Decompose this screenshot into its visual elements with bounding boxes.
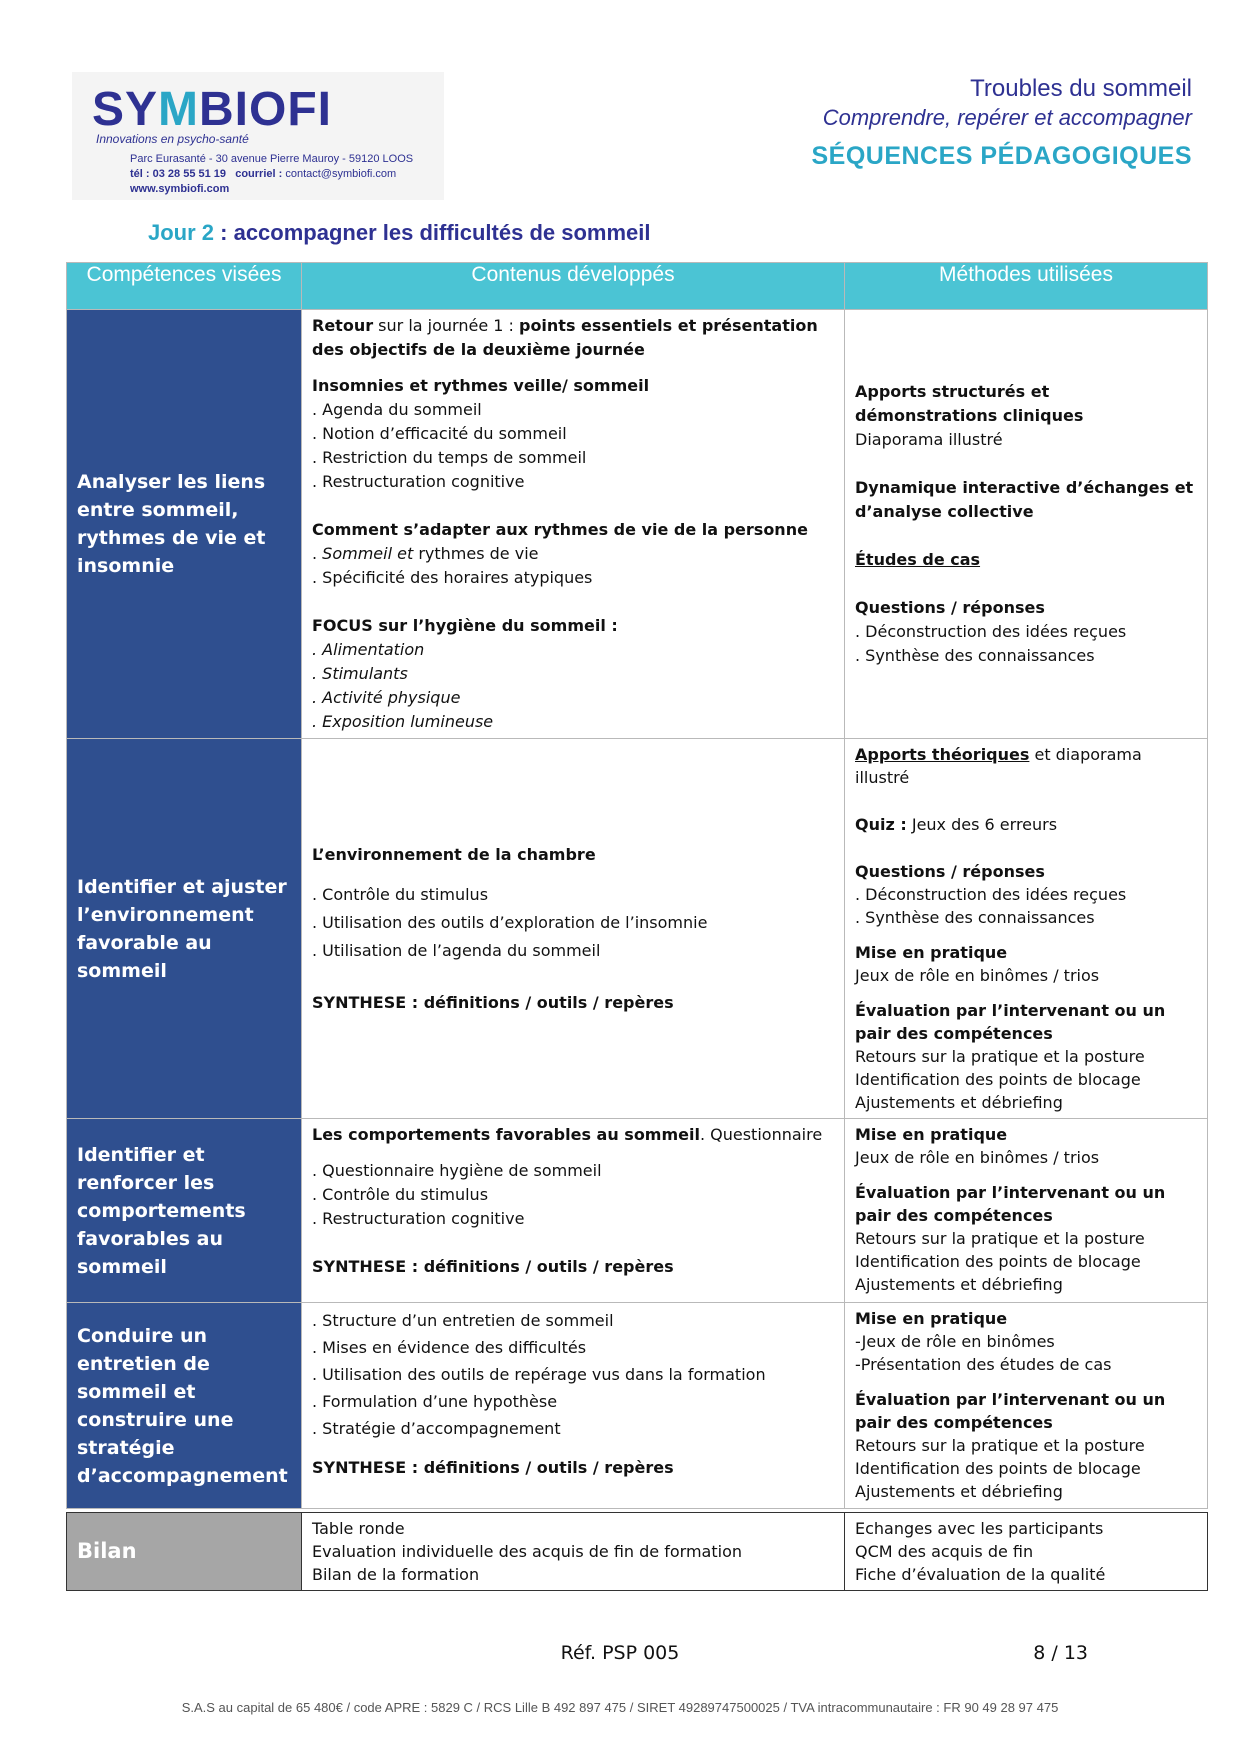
list-item: . Contrôle du stimulus	[312, 884, 489, 904]
method-item: Identification des points de blocage	[855, 1252, 1141, 1271]
document-title: Troubles du sommeil	[970, 75, 1192, 102]
contenus-cell	[302, 739, 845, 1119]
document-header	[811, 74, 1192, 171]
methodes-cell	[845, 1303, 1208, 1509]
section-heading: Les comportements favorables au sommeil. Questionnaire	[312, 1125, 823, 1144]
method-item: Ajustements et débriefing	[855, 1093, 1063, 1112]
method-heading: Questions / réponses	[855, 862, 1045, 881]
list-item: . Activité physique	[312, 688, 461, 707]
bilan-label: Bilan	[67, 1513, 302, 1591]
method-item: -Présentation des études de cas	[855, 1355, 1112, 1374]
method-heading: Mise en pratique	[855, 1309, 1008, 1328]
method-heading: Mise en pratique	[855, 943, 1008, 962]
list-item: . Formulation d’une hypothèse	[312, 1392, 558, 1411]
table-header-row	[67, 263, 1208, 310]
company-address: Parc Eurasanté - 30 avenue Pierre Mauroy - 59120 LOOS tél : 03 28 55 51 19 courriel : contact@symbiofi.com www.symbiofi.com	[130, 153, 414, 195]
method-item: Jeux de rôle en binômes / trios	[855, 1148, 1100, 1167]
list-item: . Agenda du sommeil	[312, 400, 482, 419]
logo-tagline: Innovations en psycho-santé	[96, 132, 249, 146]
method-heading: Quiz : Jeux des 6 erreurs	[855, 815, 1058, 834]
method-heading: Évaluation par l’intervenant ou un pair des compétences	[855, 1001, 1166, 1043]
table-row	[67, 739, 1208, 1119]
method-item: . Synthèse des connaissances	[855, 908, 1095, 927]
competence-cell: Identifier et ajuster l’environnement favorable au sommeil	[67, 739, 302, 1119]
method-heading: Évaluation par l’intervenant ou un pair des compétences	[855, 1390, 1166, 1432]
synthese-text: SYNTHESE : définitions / outils / repères	[312, 1257, 674, 1276]
contenus-cell	[302, 310, 845, 739]
list-item: . Sommeil et rythmes de vie	[312, 544, 539, 563]
list-item: . Restriction du temps de sommeil	[312, 448, 587, 467]
section-heading: L’environnement de la chambre	[312, 844, 596, 864]
method-heading: Dynamique interactive d’échanges et d’analyse collective	[855, 478, 1194, 521]
method-item: . Déconstruction des idées reçues	[855, 885, 1127, 904]
methodes-cell	[845, 310, 1208, 739]
list-item: . Utilisation de l’agenda du sommeil	[312, 940, 601, 960]
section-heading: Insomnies et rythmes veille/ sommeil	[312, 376, 650, 395]
competence-cell: Identifier et renforcer les comportements favorables au sommeil	[67, 1119, 302, 1303]
contenus-cell	[302, 1119, 845, 1303]
list-item: . Utilisation des outils d’exploration de l’insomnie	[312, 912, 708, 932]
list-item: . Utilisation des outils de repérage vus dans la formation	[312, 1365, 766, 1384]
method-item: Ajustements et débriefing	[855, 1275, 1063, 1294]
list-item: . Questionnaire hygiène de sommeil	[312, 1161, 602, 1180]
method-item: -Jeux de rôle en binômes	[855, 1332, 1055, 1351]
method-item: Diaporama illustré	[855, 430, 1003, 449]
legal-mentions: S.A.S au capital de 65 480€ / code APRE : 5829 C / RCS Lille B 492 897 475 / SIRET 49289747500025 / TVA intracommunautaire : FR 90 49 28 97 475	[181, 1700, 1059, 1715]
list-item: Evaluation individuelle des acquis de fin de formation	[312, 1542, 742, 1561]
bilan-methodes	[845, 1513, 1208, 1591]
list-item: . Notion d’efficacité du sommeil	[312, 424, 567, 443]
section-heading: Comment s’adapter aux rythmes de vie de la personne	[312, 520, 808, 539]
method-item: Jeux de rôle en binômes / trios	[855, 966, 1100, 985]
header-competences: Compétences visées	[67, 263, 302, 310]
method-item: Retours sur la pratique et la posture	[855, 1047, 1145, 1066]
sequences-table	[66, 262, 1208, 1509]
company-logo	[72, 72, 444, 200]
page-number: 8 / 13	[1033, 1642, 1088, 1664]
methodes-cell	[845, 739, 1208, 1119]
method-item: Ajustements et débriefing	[855, 1482, 1063, 1501]
method-heading: Évaluation par l’intervenant ou un pair des compétences	[855, 1183, 1166, 1225]
contenus-cell	[302, 1303, 845, 1509]
method-item: . Déconstruction des idées reçues	[855, 622, 1127, 641]
list-item: . Stimulants	[312, 664, 408, 683]
retour-text: Retour sur la journée 1 : points essentiels et présentation des objectifs de la deuxième journée	[312, 316, 818, 359]
table-row	[67, 1119, 1208, 1303]
methodes-cell	[845, 1119, 1208, 1303]
method-heading: Apports structurés et démonstrations cliniques	[855, 382, 1084, 425]
list-item: QCM des acquis de fin	[855, 1542, 1034, 1561]
list-item: Bilan de la formation	[312, 1565, 480, 1584]
method-item: Identification des points de blocage	[855, 1070, 1141, 1089]
list-item: Echanges avec les participants	[855, 1519, 1104, 1538]
method-heading: Études de cas	[855, 550, 981, 569]
day-heading: Jour 2 : accompagner les difficultés de sommeil	[148, 220, 651, 245]
table-row	[67, 310, 1208, 739]
list-item: Fiche d’évaluation de la qualité	[855, 1565, 1106, 1584]
method-heading: Questions / réponses	[855, 598, 1045, 617]
list-item: . Contrôle du stimulus	[312, 1185, 489, 1204]
list-item: . Mises en évidence des difficultés	[312, 1338, 587, 1357]
header-methodes: Méthodes utilisées	[845, 263, 1208, 310]
list-item: . Spécificité des horaires atypiques	[312, 568, 593, 587]
competence-cell: Analyser les liens entre sommeil, rythmes de vie et insomnie	[67, 310, 302, 739]
table-row	[67, 1513, 1208, 1591]
list-item: . Restructuration cognitive	[312, 472, 525, 491]
method-heading: Apports théoriques et diaporama illustré	[855, 745, 1142, 787]
list-item: . Exposition lumineuse	[312, 712, 494, 731]
method-item: Retours sur la pratique et la posture	[855, 1229, 1145, 1248]
method-item: Retours sur la pratique et la posture	[855, 1436, 1145, 1455]
list-item: . Restructuration cognitive	[312, 1209, 525, 1228]
synthese-text: SYNTHESE : définitions / outils / repères	[312, 992, 674, 1012]
competence-cell: Conduire un entretien de sommeil et construire une stratégie d’accompagnement	[67, 1303, 302, 1509]
document-subtitle: Comprendre, repérer et accompagner	[822, 105, 1192, 130]
method-heading: Mise en pratique	[855, 1125, 1008, 1144]
bilan-table	[66, 1512, 1208, 1591]
header-contenus: Contenus développés	[302, 263, 845, 310]
bilan-contenus	[302, 1513, 845, 1591]
list-item: Table ronde	[312, 1519, 405, 1538]
method-item: . Synthèse des connaissances	[855, 646, 1095, 665]
list-item: . Structure d’un entretien de sommeil	[312, 1311, 614, 1330]
document-reference: Réf. PSP 005	[560, 1642, 680, 1664]
section-label: SÉQUENCES PÉDAGOGIQUES	[811, 142, 1192, 170]
synthese-text: SYNTHESE : définitions / outils / repères	[312, 1458, 674, 1477]
section-heading: FOCUS sur l’hygiène du sommeil :	[312, 616, 618, 635]
list-item: . Alimentation	[312, 640, 425, 659]
logo-wordmark: SYMBIOFI	[92, 83, 333, 136]
list-item: . Stratégie d’accompagnement	[312, 1419, 561, 1438]
method-item: Identification des points de blocage	[855, 1459, 1141, 1478]
table-row	[67, 1303, 1208, 1509]
